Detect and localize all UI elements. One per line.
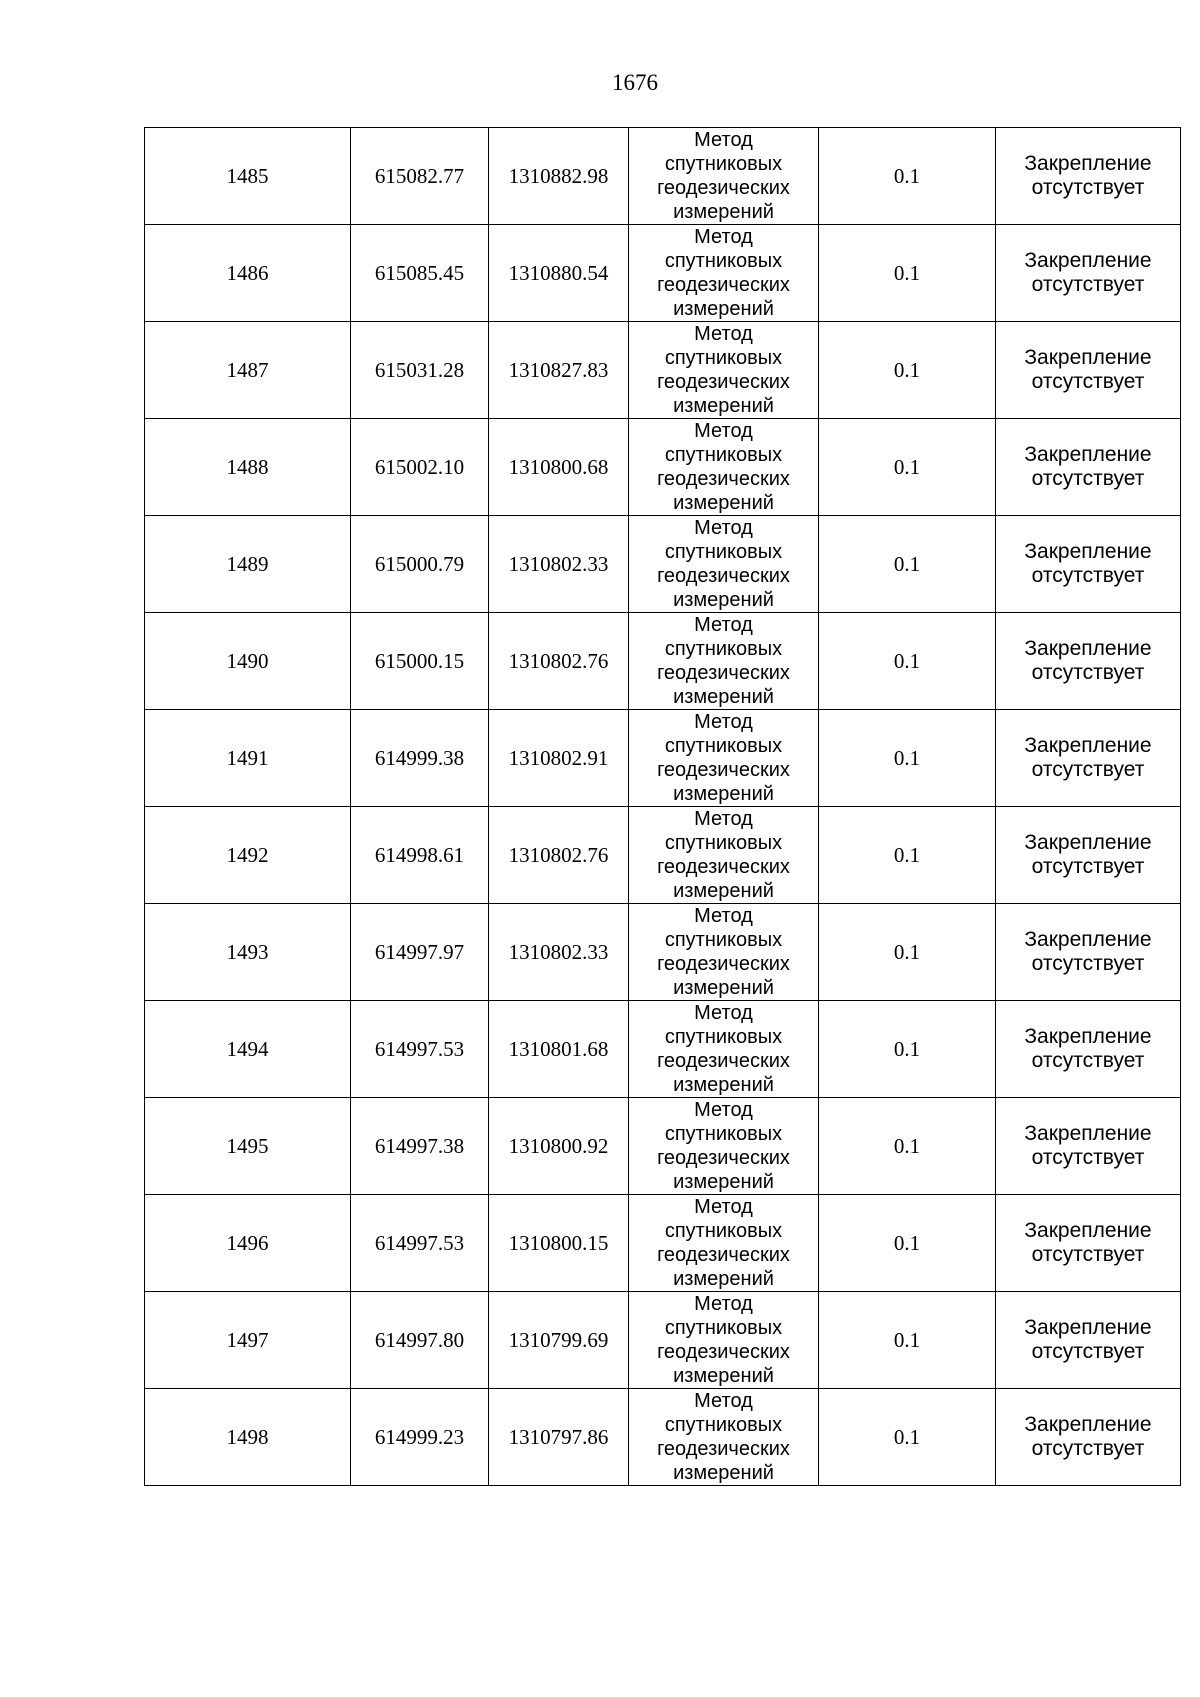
fixing-cell: [996, 1292, 1181, 1389]
point-number-cell: 1489: [145, 516, 351, 613]
method-text: Метод спутниковых геодезических измерений: [657, 1390, 790, 1484]
y-coordinate-cell: 1310800.68: [489, 419, 629, 516]
table-row: [145, 516, 1181, 613]
table-row: [145, 1195, 1181, 1292]
fixing-cell: [996, 419, 1181, 516]
x-coordinate-cell: 615000.15: [351, 613, 489, 710]
point-number-cell: 1488: [145, 419, 351, 516]
y-coordinate-cell: 1310827.83: [489, 322, 629, 419]
accuracy-cell: 0.1: [819, 1195, 996, 1292]
method-cell: [629, 322, 819, 419]
fixing-cell: [996, 322, 1181, 419]
accuracy-cell: 0.1: [819, 613, 996, 710]
accuracy-cell: 0.1: [819, 1001, 996, 1098]
x-coordinate-cell: 614997.53: [351, 1001, 489, 1098]
point-number-cell: 1494: [145, 1001, 351, 1098]
method-cell: [629, 516, 819, 613]
x-coordinate-cell: 614997.97: [351, 904, 489, 1001]
table-row: [145, 128, 1181, 225]
table-row: [145, 710, 1181, 807]
coordinates-table: [144, 127, 1181, 1486]
accuracy-cell: 0.1: [819, 904, 996, 1001]
fixing-cell: [996, 1195, 1181, 1292]
x-coordinate-cell: 614999.23: [351, 1389, 489, 1486]
method-cell: [629, 1098, 819, 1195]
fixing-text: Закрепление отсутствует: [1024, 443, 1152, 490]
fixing-cell: [996, 613, 1181, 710]
table-row: [145, 419, 1181, 516]
method-text: Метод спутниковых геодезических измерений: [657, 905, 790, 999]
y-coordinate-cell: 1310802.33: [489, 904, 629, 1001]
fixing-text: Закрепление отсутствует: [1024, 1316, 1152, 1363]
table-row: [145, 807, 1181, 904]
y-coordinate-cell: 1310800.92: [489, 1098, 629, 1195]
point-number-cell: 1495: [145, 1098, 351, 1195]
point-number-cell: 1492: [145, 807, 351, 904]
x-coordinate-cell: 615085.45: [351, 225, 489, 322]
point-number-cell: 1490: [145, 613, 351, 710]
table-row: [145, 225, 1181, 322]
table-row: [145, 1292, 1181, 1389]
fixing-text: Закрепление отсутствует: [1024, 637, 1152, 684]
method-text: Метод спутниковых геодезических измерений: [657, 517, 790, 611]
fixing-cell: [996, 1098, 1181, 1195]
method-text: Метод спутниковых геодезических измерений: [657, 420, 790, 514]
accuracy-cell: 0.1: [819, 225, 996, 322]
method-text: Метод спутниковых геодезических измерений: [657, 1002, 790, 1096]
fixing-cell: [996, 225, 1181, 322]
method-cell: [629, 1292, 819, 1389]
accuracy-cell: 0.1: [819, 1098, 996, 1195]
fixing-cell: [996, 710, 1181, 807]
y-coordinate-cell: 1310802.76: [489, 613, 629, 710]
fixing-text: Закрепление отсутствует: [1024, 1413, 1152, 1460]
method-cell: [629, 225, 819, 322]
accuracy-cell: 0.1: [819, 128, 996, 225]
fixing-text: Закрепление отсутствует: [1024, 249, 1152, 296]
method-cell: [629, 1389, 819, 1486]
fixing-cell: [996, 1001, 1181, 1098]
x-coordinate-cell: 614999.38: [351, 710, 489, 807]
point-number-cell: 1496: [145, 1195, 351, 1292]
table-row: [145, 1001, 1181, 1098]
point-number-cell: 1485: [145, 128, 351, 225]
fixing-text: Закрепление отсутствует: [1024, 734, 1152, 781]
accuracy-cell: 0.1: [819, 1389, 996, 1486]
method-text: Метод спутниковых геодезических измерений: [657, 614, 790, 708]
method-text: Метод спутниковых геодезических измерений: [657, 808, 790, 902]
y-coordinate-cell: 1310799.69: [489, 1292, 629, 1389]
fixing-text: Закрепление отсутствует: [1024, 928, 1152, 975]
table-row: [145, 613, 1181, 710]
table-row: [145, 322, 1181, 419]
method-cell: [629, 1195, 819, 1292]
method-text: Метод спутниковых геодезических измерений: [657, 226, 790, 320]
x-coordinate-cell: 615082.77: [351, 128, 489, 225]
fixing-text: Закрепление отсутствует: [1024, 346, 1152, 393]
point-number-cell: 1486: [145, 225, 351, 322]
y-coordinate-cell: 1310801.68: [489, 1001, 629, 1098]
method-text: Метод спутниковых геодезических измерений: [657, 323, 790, 417]
point-number-cell: 1497: [145, 1292, 351, 1389]
x-coordinate-cell: 614998.61: [351, 807, 489, 904]
x-coordinate-cell: 614997.80: [351, 1292, 489, 1389]
coordinates-table-body: [145, 128, 1181, 1486]
fixing-cell: [996, 516, 1181, 613]
fixing-text: Закрепление отсутствует: [1024, 1122, 1152, 1169]
y-coordinate-cell: 1310800.15: [489, 1195, 629, 1292]
page-number: 1676: [612, 70, 658, 95]
method-text: Метод спутниковых геодезических измерений: [657, 1196, 790, 1290]
fixing-text: Закрепление отсутствует: [1024, 831, 1152, 878]
x-coordinate-cell: 614997.53: [351, 1195, 489, 1292]
accuracy-cell: 0.1: [819, 807, 996, 904]
y-coordinate-cell: 1310880.54: [489, 225, 629, 322]
point-number-cell: 1491: [145, 710, 351, 807]
accuracy-cell: 0.1: [819, 710, 996, 807]
table-row: [145, 1389, 1181, 1486]
x-coordinate-cell: 615031.28: [351, 322, 489, 419]
y-coordinate-cell: 1310802.76: [489, 807, 629, 904]
method-cell: [629, 613, 819, 710]
x-coordinate-cell: 615002.10: [351, 419, 489, 516]
fixing-cell: [996, 128, 1181, 225]
fixing-text: Закрепление отсутствует: [1024, 1219, 1152, 1266]
fixing-text: Закрепление отсутствует: [1024, 152, 1152, 199]
accuracy-cell: 0.1: [819, 516, 996, 613]
method-text: Метод спутниковых геодезических измерений: [657, 1293, 790, 1387]
method-cell: [629, 710, 819, 807]
point-number-cell: 1487: [145, 322, 351, 419]
point-number-cell: 1498: [145, 1389, 351, 1486]
y-coordinate-cell: 1310882.98: [489, 128, 629, 225]
fixing-text: Закрепление отсутствует: [1024, 1025, 1152, 1072]
y-coordinate-cell: 1310802.33: [489, 516, 629, 613]
fixing-cell: [996, 1389, 1181, 1486]
fixing-cell: [996, 807, 1181, 904]
method-cell: [629, 1001, 819, 1098]
x-coordinate-cell: 615000.79: [351, 516, 489, 613]
accuracy-cell: 0.1: [819, 1292, 996, 1389]
y-coordinate-cell: 1310802.91: [489, 710, 629, 807]
fixing-cell: [996, 904, 1181, 1001]
method-cell: [629, 128, 819, 225]
method-cell: [629, 419, 819, 516]
method-cell: [629, 807, 819, 904]
method-text: Метод спутниковых геодезических измерений: [657, 711, 790, 805]
fixing-text: Закрепление отсутствует: [1024, 540, 1152, 587]
method-text: Метод спутниковых геодезических измерений: [657, 129, 790, 223]
x-coordinate-cell: 614997.38: [351, 1098, 489, 1195]
method-cell: [629, 904, 819, 1001]
table-row: [145, 904, 1181, 1001]
accuracy-cell: 0.1: [819, 419, 996, 516]
method-text: Метод спутниковых геодезических измерений: [657, 1099, 790, 1193]
y-coordinate-cell: 1310797.86: [489, 1389, 629, 1486]
point-number-cell: 1493: [145, 904, 351, 1001]
table-row: [145, 1098, 1181, 1195]
accuracy-cell: 0.1: [819, 322, 996, 419]
